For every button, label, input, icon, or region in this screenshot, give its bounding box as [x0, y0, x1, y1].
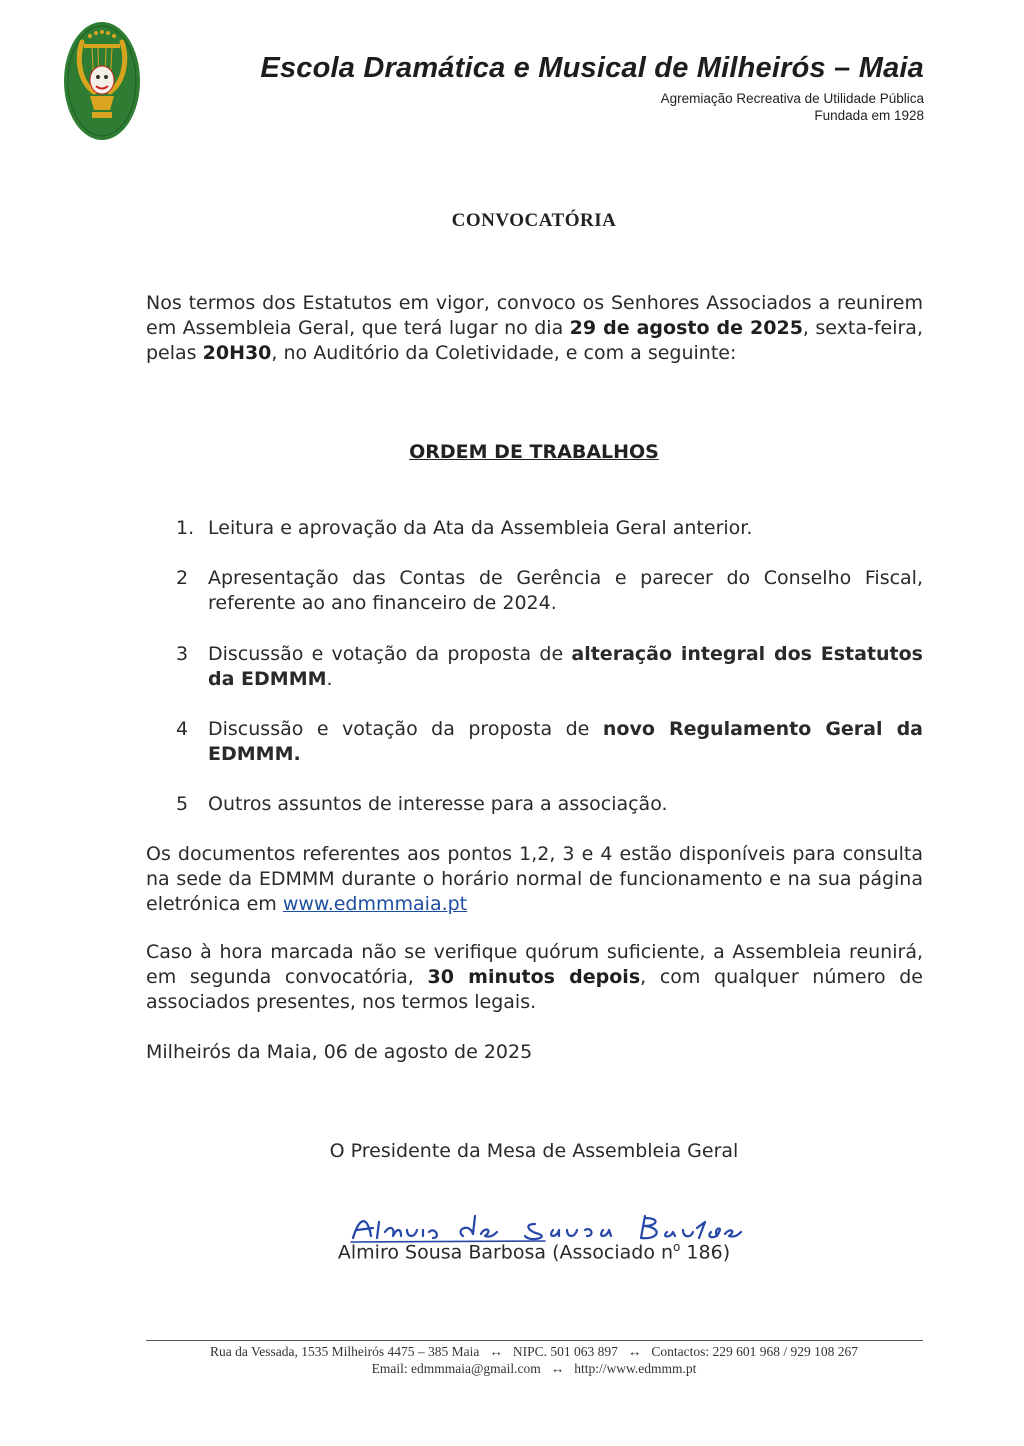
place-date: Milheirós da Maia, 06 de agosto de 2025 [146, 1041, 533, 1063]
president-title: O Presidente da Mesa de Assembleia Geral [329, 1140, 739, 1162]
footer-email[interactable]: Email: edmmmaia@gmail.com [371, 1361, 541, 1376]
agenda-item-number: 5 [176, 793, 189, 815]
agenda-item-text: Discussão e votação da proposta de alteração integral dos Estatutos da EDMMM. [208, 643, 923, 690]
agenda-item-text: Discussão e votação da proposta de novo Regulamento Geral da EDMMM. [208, 718, 923, 765]
intro-paragraph: Nos termos dos Estatutos em vigor, convoco os Senhores Associados a reunirem em Assembleia Geral, que terá lugar no dia 29 de agosto de 2025, sexta-feira, pelas 20H30, no Auditório da Coletividade, e com a seguinte: [146, 292, 923, 364]
documents-paragraph: Os documentos referentes aos pontos 1,2, 3 e 4 estão disponíveis para consulta na sede da EDMMM durante o horário normal de funcionamento e na sua página eletrónica em www.edmmmaia.pt [146, 843, 923, 915]
footer-address: Rua da Vessada, 1535 Milheirós 4475 – 385 Maia [210, 1344, 480, 1359]
meeting-time: 20H30 [202, 342, 272, 364]
founded-year: Fundada em 1928 [814, 108, 924, 123]
agenda-item-number: 4 [176, 718, 189, 740]
website-link[interactable]: www.edmmmaia.pt [282, 893, 468, 915]
footer-website[interactable]: http://www.edmmm.pt [574, 1361, 697, 1376]
footer-nipc: NIPC. 501 063 897 [512, 1344, 618, 1359]
separator-icon: ↔ [627, 1344, 642, 1359]
separator-icon: ↔ [550, 1361, 565, 1376]
footer-contacts: Contactos: 229 601 968 / 929 108 267 [651, 1344, 858, 1359]
agenda-item-text: Apresentação das Contas de Gerência e parecer do Conselho Fiscal, referente ao ano financeiro de 2024. [208, 567, 923, 614]
school-subtitle: Agremiação Recreativa de Utilidade Pública [660, 91, 924, 106]
footer-contact-line [0, 1361, 1024, 1377]
agenda-item-number: 1. [176, 517, 195, 539]
agenda-item-text: Leitura e aprovação da Ata da Assembleia Geral anterior. [208, 517, 753, 539]
agenda-item-number: 3 [176, 643, 189, 665]
school-logo-icon [62, 20, 142, 142]
document-title: CONVOCATÓRIA [451, 210, 617, 231]
separator-icon: ↔ [489, 1344, 503, 1359]
quorum-paragraph: Caso à hora marcada não se verifique quórum suficiente, a Assembleia reunirá, em segunda convocatória, 30 minutos depois, com qualquer número de associados presentes, nos termos legais. [146, 941, 923, 1013]
agenda-title: ORDEM DE TRABALHOS [409, 441, 659, 463]
footer-address-line [0, 1344, 1024, 1360]
footer-divider [146, 1340, 923, 1341]
agenda-item-number: 2 [176, 567, 189, 589]
signer-name: Almiro Sousa Barbosa (Associado $n^o$ 186) [337, 1240, 731, 1264]
agenda-item-text: Outros assuntos de interesse para a associação. [208, 793, 668, 815]
school-name: Escola Dramática e Musical de Milheirós – Maia [260, 52, 924, 84]
meeting-date: 29 de agosto de 2025 [569, 317, 803, 339]
